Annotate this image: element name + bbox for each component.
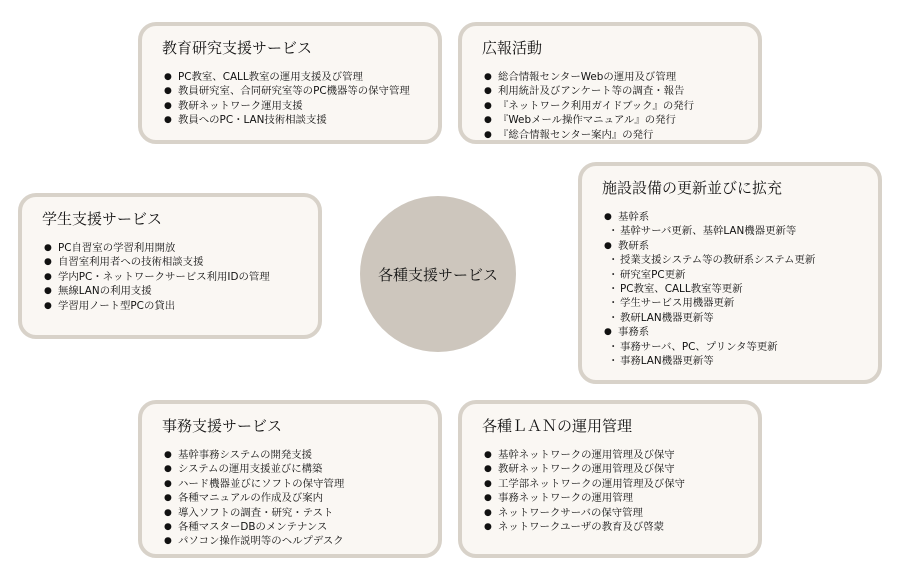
list-item: ● PC自習室の学習利用開放 (42, 241, 302, 255)
pr-activities-title: 広報活動 (482, 39, 543, 57)
list-item: ● 『総合情報センター案内』の発行 (482, 128, 742, 142)
sub-item: ・ 事務サーバ、PC、プリンタ等更新 (602, 340, 862, 354)
list-item: ● 教研ネットワーク運用支援 (162, 99, 422, 113)
list-item: ● 基幹ネットワークの運用管理及び保守 (482, 448, 742, 462)
research-support-list (162, 70, 422, 128)
office-support-list (162, 448, 422, 549)
list-item: ● 学内PC・ネットワークサービス利用IDの管理 (42, 270, 302, 284)
list-item: ● 『ネットワーク利用ガイドブック』の発行 (482, 99, 742, 113)
list-item: ● 無線LANの利用支援 (42, 284, 302, 298)
sub-item: ・ 基幹サーバ更新、基幹LAN機器更新等 (602, 224, 862, 238)
list-item: ● 学習用ノート型PCの貸出 (42, 299, 302, 313)
pr-activities-box (458, 22, 762, 144)
category-item: ● 教研系 (602, 239, 862, 253)
sub-item: ・ 学生サービス用機器更新 (602, 296, 862, 310)
sub-item: ・ 教研LAN機器更新等 (602, 311, 862, 325)
list-item: ● 教研ネットワークの運用管理及び保守 (482, 462, 742, 476)
list-item: ● システムの運用支援並びに構築 (162, 462, 422, 476)
center-label: 各種支援サービス (377, 265, 498, 284)
pr-activities-list (482, 70, 742, 142)
student-support-list (42, 241, 302, 313)
facility-update-title: 施設設備の更新並びに拡充 (602, 179, 783, 197)
facility-update-box (578, 162, 882, 384)
list-item: ● 事務ネットワークの運用管理 (482, 491, 742, 505)
list-item: ● ハード機器並びにソフトの保守管理 (162, 477, 422, 491)
sub-item: ・ 研究室PC更新 (602, 268, 862, 282)
sub-item: ・ 事務LAN機器更新等 (602, 354, 862, 368)
list-item: ● 基幹事務システムの開発支援 (162, 448, 422, 462)
student-support-box (18, 193, 322, 339)
office-support-box (138, 400, 442, 558)
student-support-title: 学生支援サービス (42, 210, 163, 228)
list-item: ● 『Webメール操作マニュアル』の発行 (482, 113, 742, 127)
list-item: ● 利用統計及びアンケート等の調査・報告 (482, 84, 742, 98)
list-item: ● 教員研究室、合同研究室等のPC機器等の保守管理 (162, 84, 422, 98)
list-item: ● 総合情報センターWebの運用及び管理 (482, 70, 742, 84)
sub-item: ・ PC教室、CALL教室等更新 (602, 282, 862, 296)
facility-update-list (602, 210, 862, 368)
sub-item: ・ 授業支援システム等の教研系システム更新 (602, 253, 862, 267)
list-item: ● 各種マニュアルの作成及び案内 (162, 491, 422, 505)
category-item: ● 事務系 (602, 325, 862, 339)
list-item: ● 教員へのPC・LAN技術相談支援 (162, 113, 422, 127)
list-item: ● パソコン操作説明等のヘルプデスク (162, 534, 422, 548)
list-item: ● 工学部ネットワークの運用管理及び保守 (482, 477, 742, 491)
research-support-box (138, 22, 442, 144)
list-item: ● ネットワークサーバの保守管理 (482, 506, 742, 520)
lan-management-list (482, 448, 742, 534)
office-support-title: 事務支援サービス (162, 417, 283, 435)
list-item: ● ネットワークユーザの教育及び啓蒙 (482, 520, 742, 534)
category-item: ● 基幹系 (602, 210, 862, 224)
lan-management-box (458, 400, 762, 558)
list-item: ● 各種マスターDBのメンテナンス (162, 520, 422, 534)
list-item: ● 自習室利用者への技術相談支援 (42, 255, 302, 269)
lan-management-title: 各種ＬＡＮの運用管理 (482, 417, 633, 435)
center-circle (360, 196, 516, 352)
list-item: ● PC教室、CALL教室の運用支援及び管理 (162, 70, 422, 84)
research-support-title: 教育研究支援サービス (162, 39, 313, 57)
list-item: ● 導入ソフトの調査・研究・テスト (162, 506, 422, 520)
